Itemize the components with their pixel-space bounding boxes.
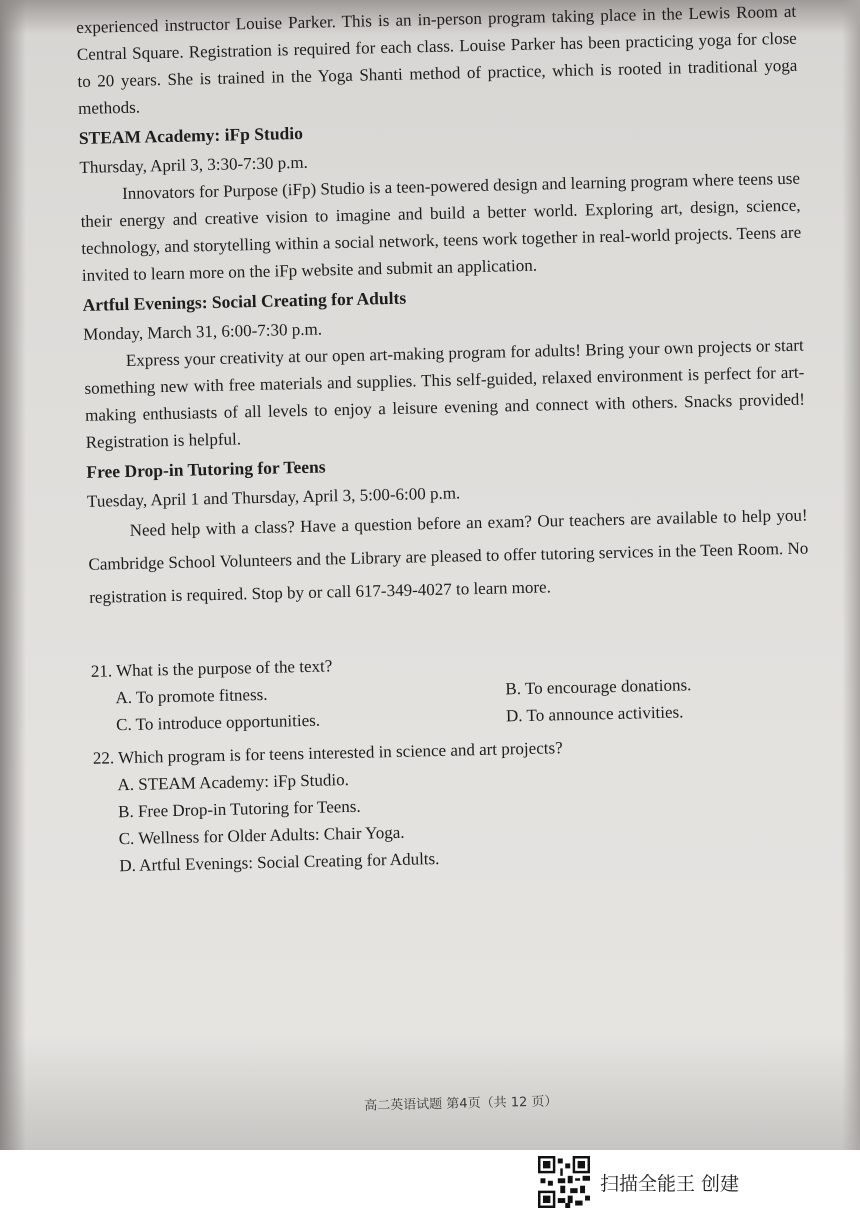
program-body: Need help with a class? Have a question before an exam? Our teachers are available to help you! Cambridge School Volunteers and the Library are pleased to offer tutoring services in the Teen Room. No registration is required. Stop by or call 617-349-4027 to learn more. xyxy=(88,505,809,607)
option-d[interactable]: D. To announce activities. xyxy=(505,702,684,726)
exam-page xyxy=(76,0,815,1114)
question-22 xyxy=(93,728,816,879)
question-stem: 21. What is the purpose of the text? xyxy=(90,656,333,681)
question-stem: 22. Which program is for teens interested in science and art projects? xyxy=(92,738,563,768)
option-a[interactable]: A. STEAM Academy: iFp Studio. xyxy=(117,770,350,795)
scan-watermark-text: 扫描全能王 创建 xyxy=(600,1172,740,1195)
qr-code-icon xyxy=(538,1156,590,1208)
program-steam xyxy=(79,109,803,289)
option-c[interactable]: C. To introduce opportunities. xyxy=(115,710,321,735)
program-date: Thursday, April 3, 3:30-7:30 p.m. xyxy=(79,152,309,177)
intro-paragraph: experienced instructor Louise Parker. This is an in-person program taking place in the Lewis Room at Central Square. Registration is required for each class. Louise Parker has been practicing yoga for close to 20 years. She is trained in the Yoga Shanti method of practice, which is rooted in traditional yoga methods. xyxy=(76,1,798,118)
option-b[interactable]: B. To encourage donations. xyxy=(505,675,692,699)
option-b[interactable]: B. Free Drop-in Tutoring for Teens. xyxy=(117,796,361,822)
page-footer: 高二英语试题 第4页（共 12 页） xyxy=(364,1094,558,1114)
option-a[interactable]: A. To promote fitness. xyxy=(115,684,268,708)
program-tutoring xyxy=(86,443,809,614)
program-body: Express your creativity at our open art-making program for adults! Bring your own projects or start something new with free materials and supplies. This self-guided, relaxed environment is perfect for art-making enthusiasts of all levels to enjoy a leisure evening and connect with others. Snacks provided! Registration is helpful. xyxy=(84,335,806,452)
option-c[interactable]: C. Wellness for Older Adults: Chair Yoga. xyxy=(118,822,405,849)
option-d[interactable]: D. Artful Evenings: Social Creating for Adults. xyxy=(119,848,440,876)
program-title: Free Drop-in Tutoring for Teens xyxy=(86,456,326,482)
question-21 xyxy=(91,641,813,738)
program-title: STEAM Academy: iFp Studio xyxy=(78,122,304,148)
program-body: Innovators for Purpose (iFp) Studio is a teen-powered design and learning program where teens use their energy and creative vision to imagine and build a better world. Exploring art, design, science, technology, and storytelling within a social network, teens work together in real-world projects. Teens are invited to learn more on the iFp website and submit an application. xyxy=(80,168,802,285)
program-artful-evenings xyxy=(82,276,806,456)
scan-watermark xyxy=(538,1154,739,1210)
program-title: Artful Evenings: Social Creating for Adults xyxy=(82,287,407,315)
program-date: Monday, March 31, 6:00-7:30 p.m. xyxy=(83,319,323,344)
program-date: Tuesday, April 1 and Thursday, April 3, 5:00-6:00 p.m. xyxy=(86,483,461,511)
